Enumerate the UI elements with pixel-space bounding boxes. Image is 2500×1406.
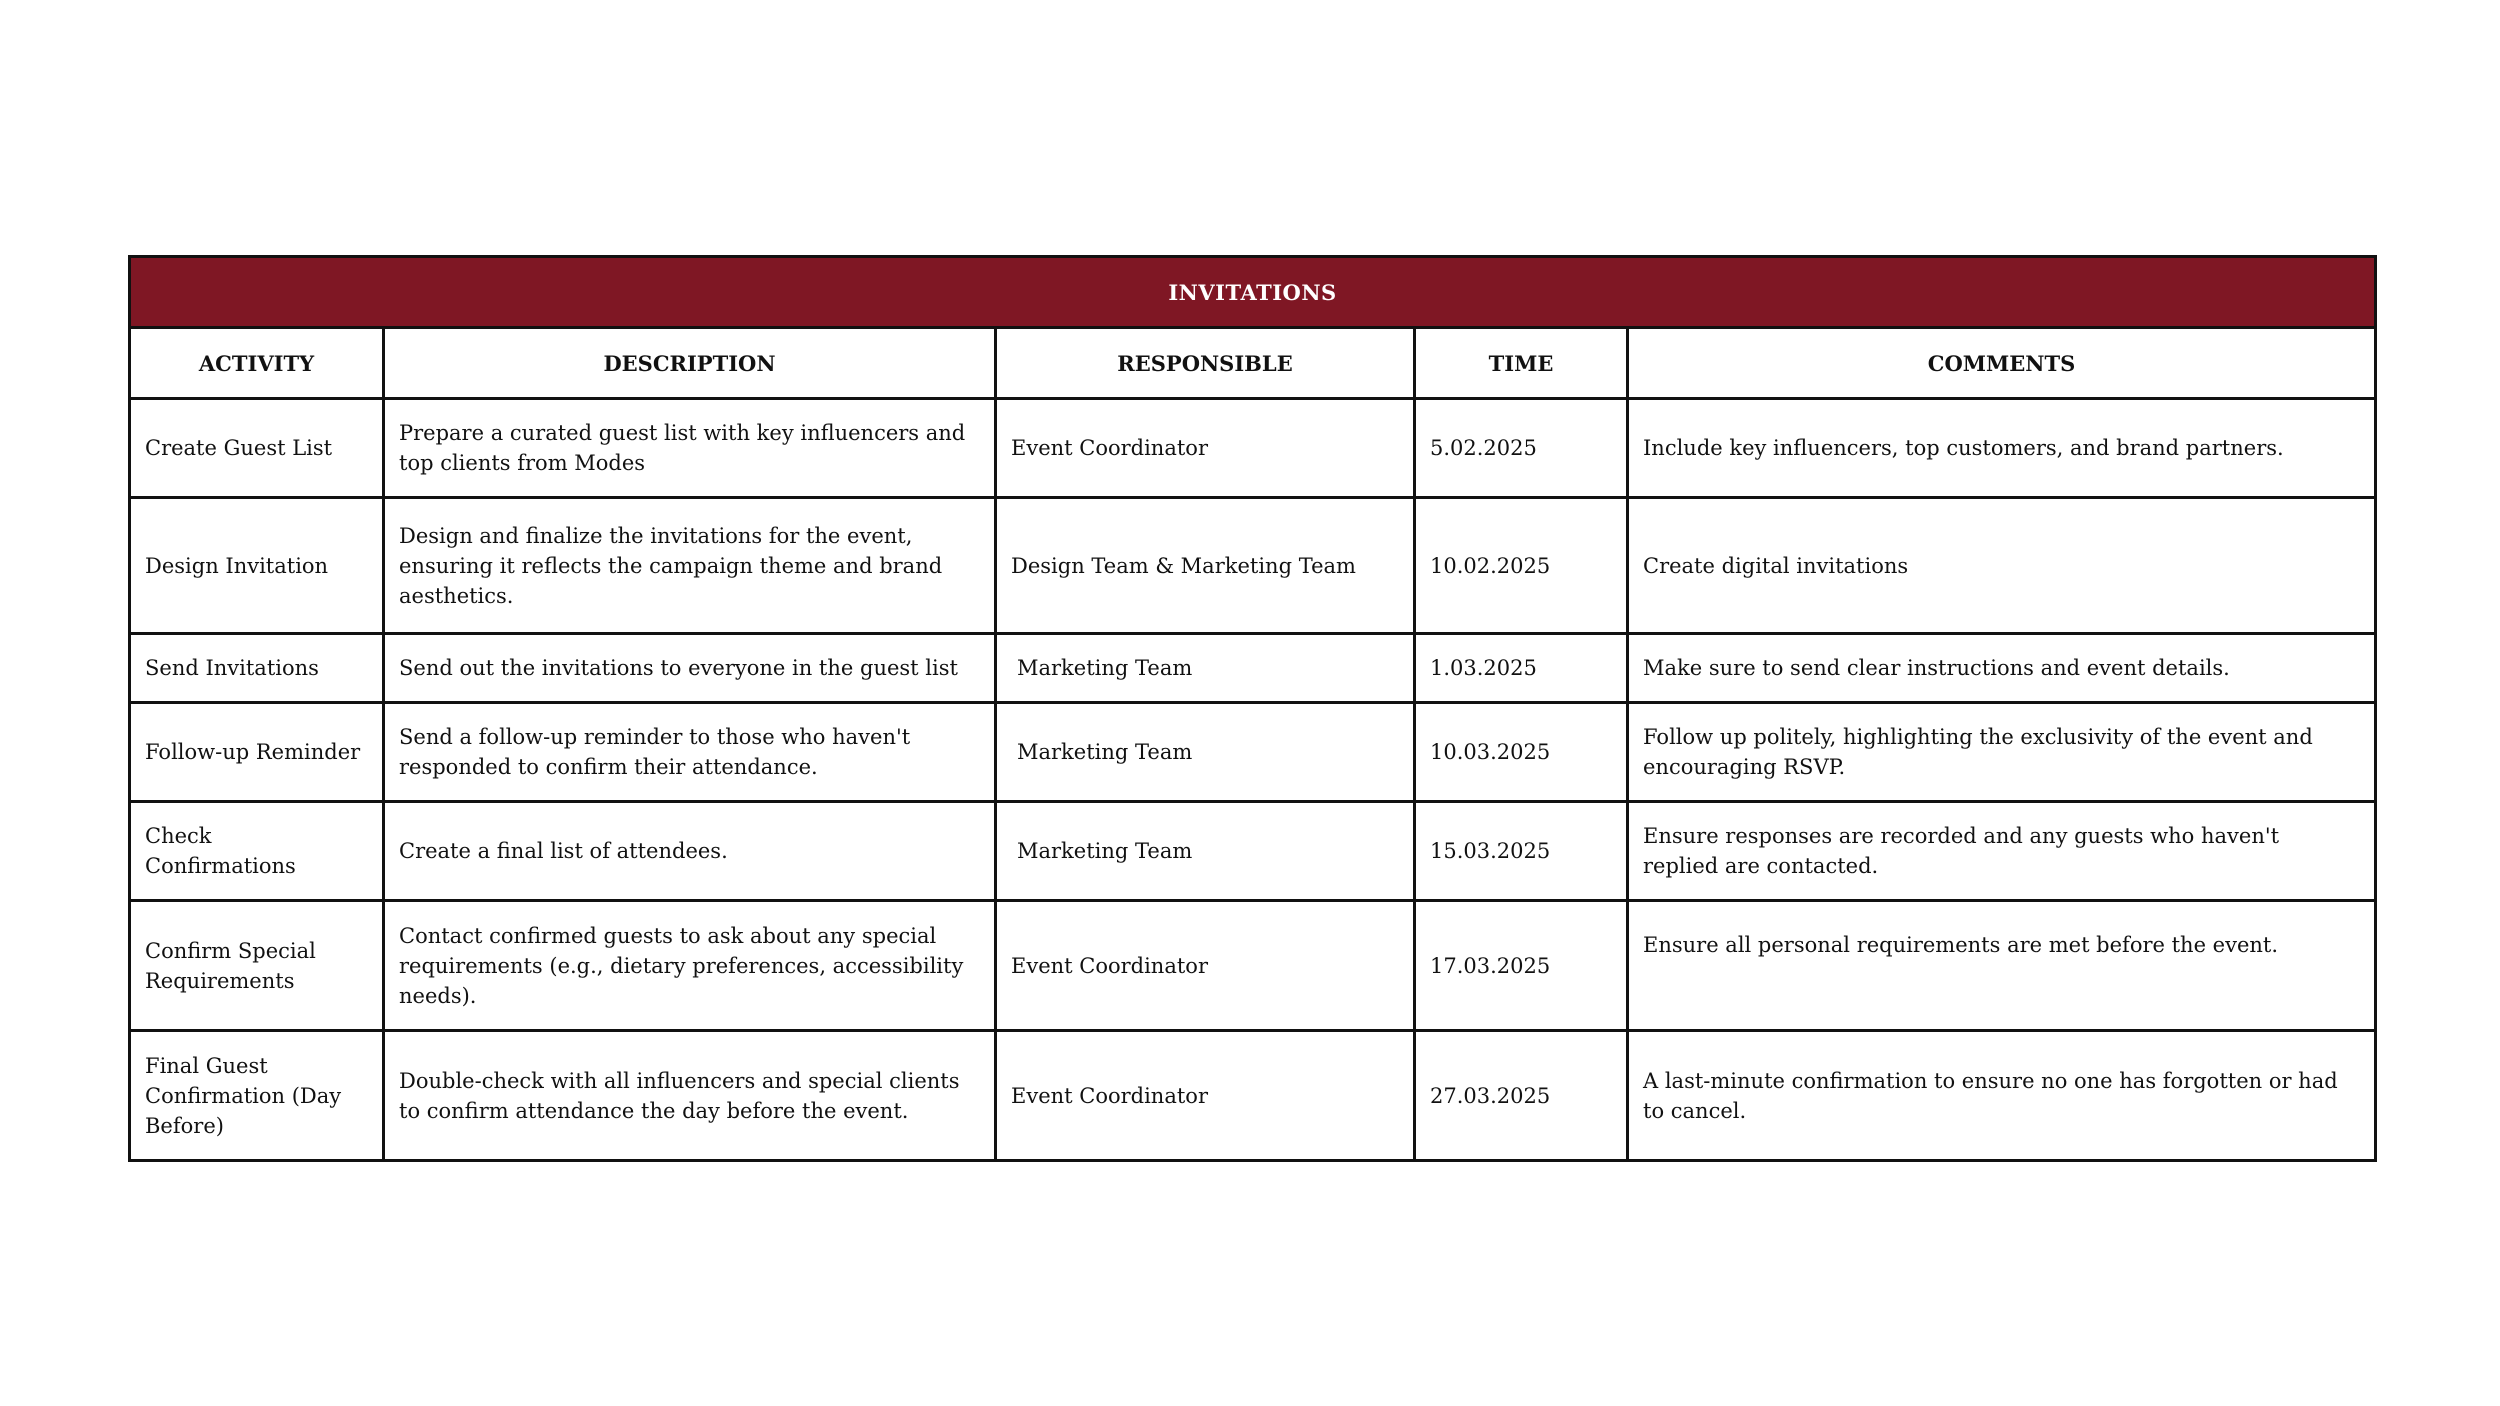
cell-comments: Follow up politely, highlighting the exclusivity of the event and encouraging RSVP.: [1628, 703, 2376, 802]
cell-responsible: Event Coordinator: [996, 901, 1415, 1031]
cell-responsible: Marketing Team: [996, 634, 1415, 703]
cell-responsible: Design Team & Marketing Team: [996, 498, 1415, 634]
cell-comments: A last-minute confirmation to ensure no one has forgotten or had to cancel.: [1628, 1031, 2376, 1161]
cell-description: Design and finalize the invitations for the event, ensuring it reflects the campaign theme and brand aesthetics.: [384, 498, 996, 634]
header-time: TIME: [1415, 328, 1628, 399]
cell-description: Create a final list of attendees.: [384, 802, 996, 901]
header-activity: ACTIVITY: [130, 328, 384, 399]
cell-time: 15.03.2025: [1415, 802, 1628, 901]
header-description: DESCRIPTION: [384, 328, 996, 399]
cell-responsible: Marketing Team: [996, 802, 1415, 901]
cell-activity: Design Invitation: [130, 498, 384, 634]
cell-comments: Make sure to send clear instructions and event details.: [1628, 634, 2376, 703]
table-title: INVITATIONS: [130, 257, 2376, 328]
table-row: [130, 498, 2376, 634]
cell-comments: Ensure responses are recorded and any guests who haven't replied are contacted.: [1628, 802, 2376, 901]
cell-comments: Include key influencers, top customers, and brand partners.: [1628, 399, 2376, 498]
cell-description: Contact confirmed guests to ask about any special requirements (e.g., dietary preferences, accessibility needs).: [384, 901, 996, 1031]
invitations-table: [128, 255, 2377, 1162]
cell-comments: Ensure all personal requirements are met before the event.: [1628, 901, 2376, 1031]
cell-activity: Check Confirmations: [130, 802, 384, 901]
table-row: [130, 399, 2376, 498]
cell-responsible: Marketing Team: [996, 703, 1415, 802]
header-comments: COMMENTS: [1628, 328, 2376, 399]
cell-time: 5.02.2025: [1415, 399, 1628, 498]
cell-activity: Send Invitations: [130, 634, 384, 703]
cell-activity: Follow-up Reminder: [130, 703, 384, 802]
column-header-row: [130, 328, 2376, 399]
cell-description: Double-check with all influencers and special clients to confirm attendance the day before the event.: [384, 1031, 996, 1161]
invitations-sheet: [128, 255, 2374, 1162]
table-row: [130, 634, 2376, 703]
table-row: [130, 802, 2376, 901]
cell-responsible: Event Coordinator: [996, 399, 1415, 498]
cell-comments: Create digital invitations: [1628, 498, 2376, 634]
cell-time: 1.03.2025: [1415, 634, 1628, 703]
cell-description: Prepare a curated guest list with key influencers and top clients from Modes: [384, 399, 996, 498]
cell-description: Send a follow-up reminder to those who haven't responded to confirm their attendance.: [384, 703, 996, 802]
table-row: [130, 1031, 2376, 1161]
cell-activity: Confirm Special Requirements: [130, 901, 384, 1031]
header-responsible: RESPONSIBLE: [996, 328, 1415, 399]
cell-activity: Create Guest List: [130, 399, 384, 498]
table-row: [130, 901, 2376, 1031]
cell-activity: Final Guest Confirmation (Day Before): [130, 1031, 384, 1161]
cell-time: 10.03.2025: [1415, 703, 1628, 802]
cell-time: 10.02.2025: [1415, 498, 1628, 634]
cell-description: Send out the invitations to everyone in the guest list: [384, 634, 996, 703]
cell-time: 17.03.2025: [1415, 901, 1628, 1031]
cell-time: 27.03.2025: [1415, 1031, 1628, 1161]
table-row: [130, 703, 2376, 802]
cell-responsible: Event Coordinator: [996, 1031, 1415, 1161]
table-title-row: [130, 257, 2376, 328]
